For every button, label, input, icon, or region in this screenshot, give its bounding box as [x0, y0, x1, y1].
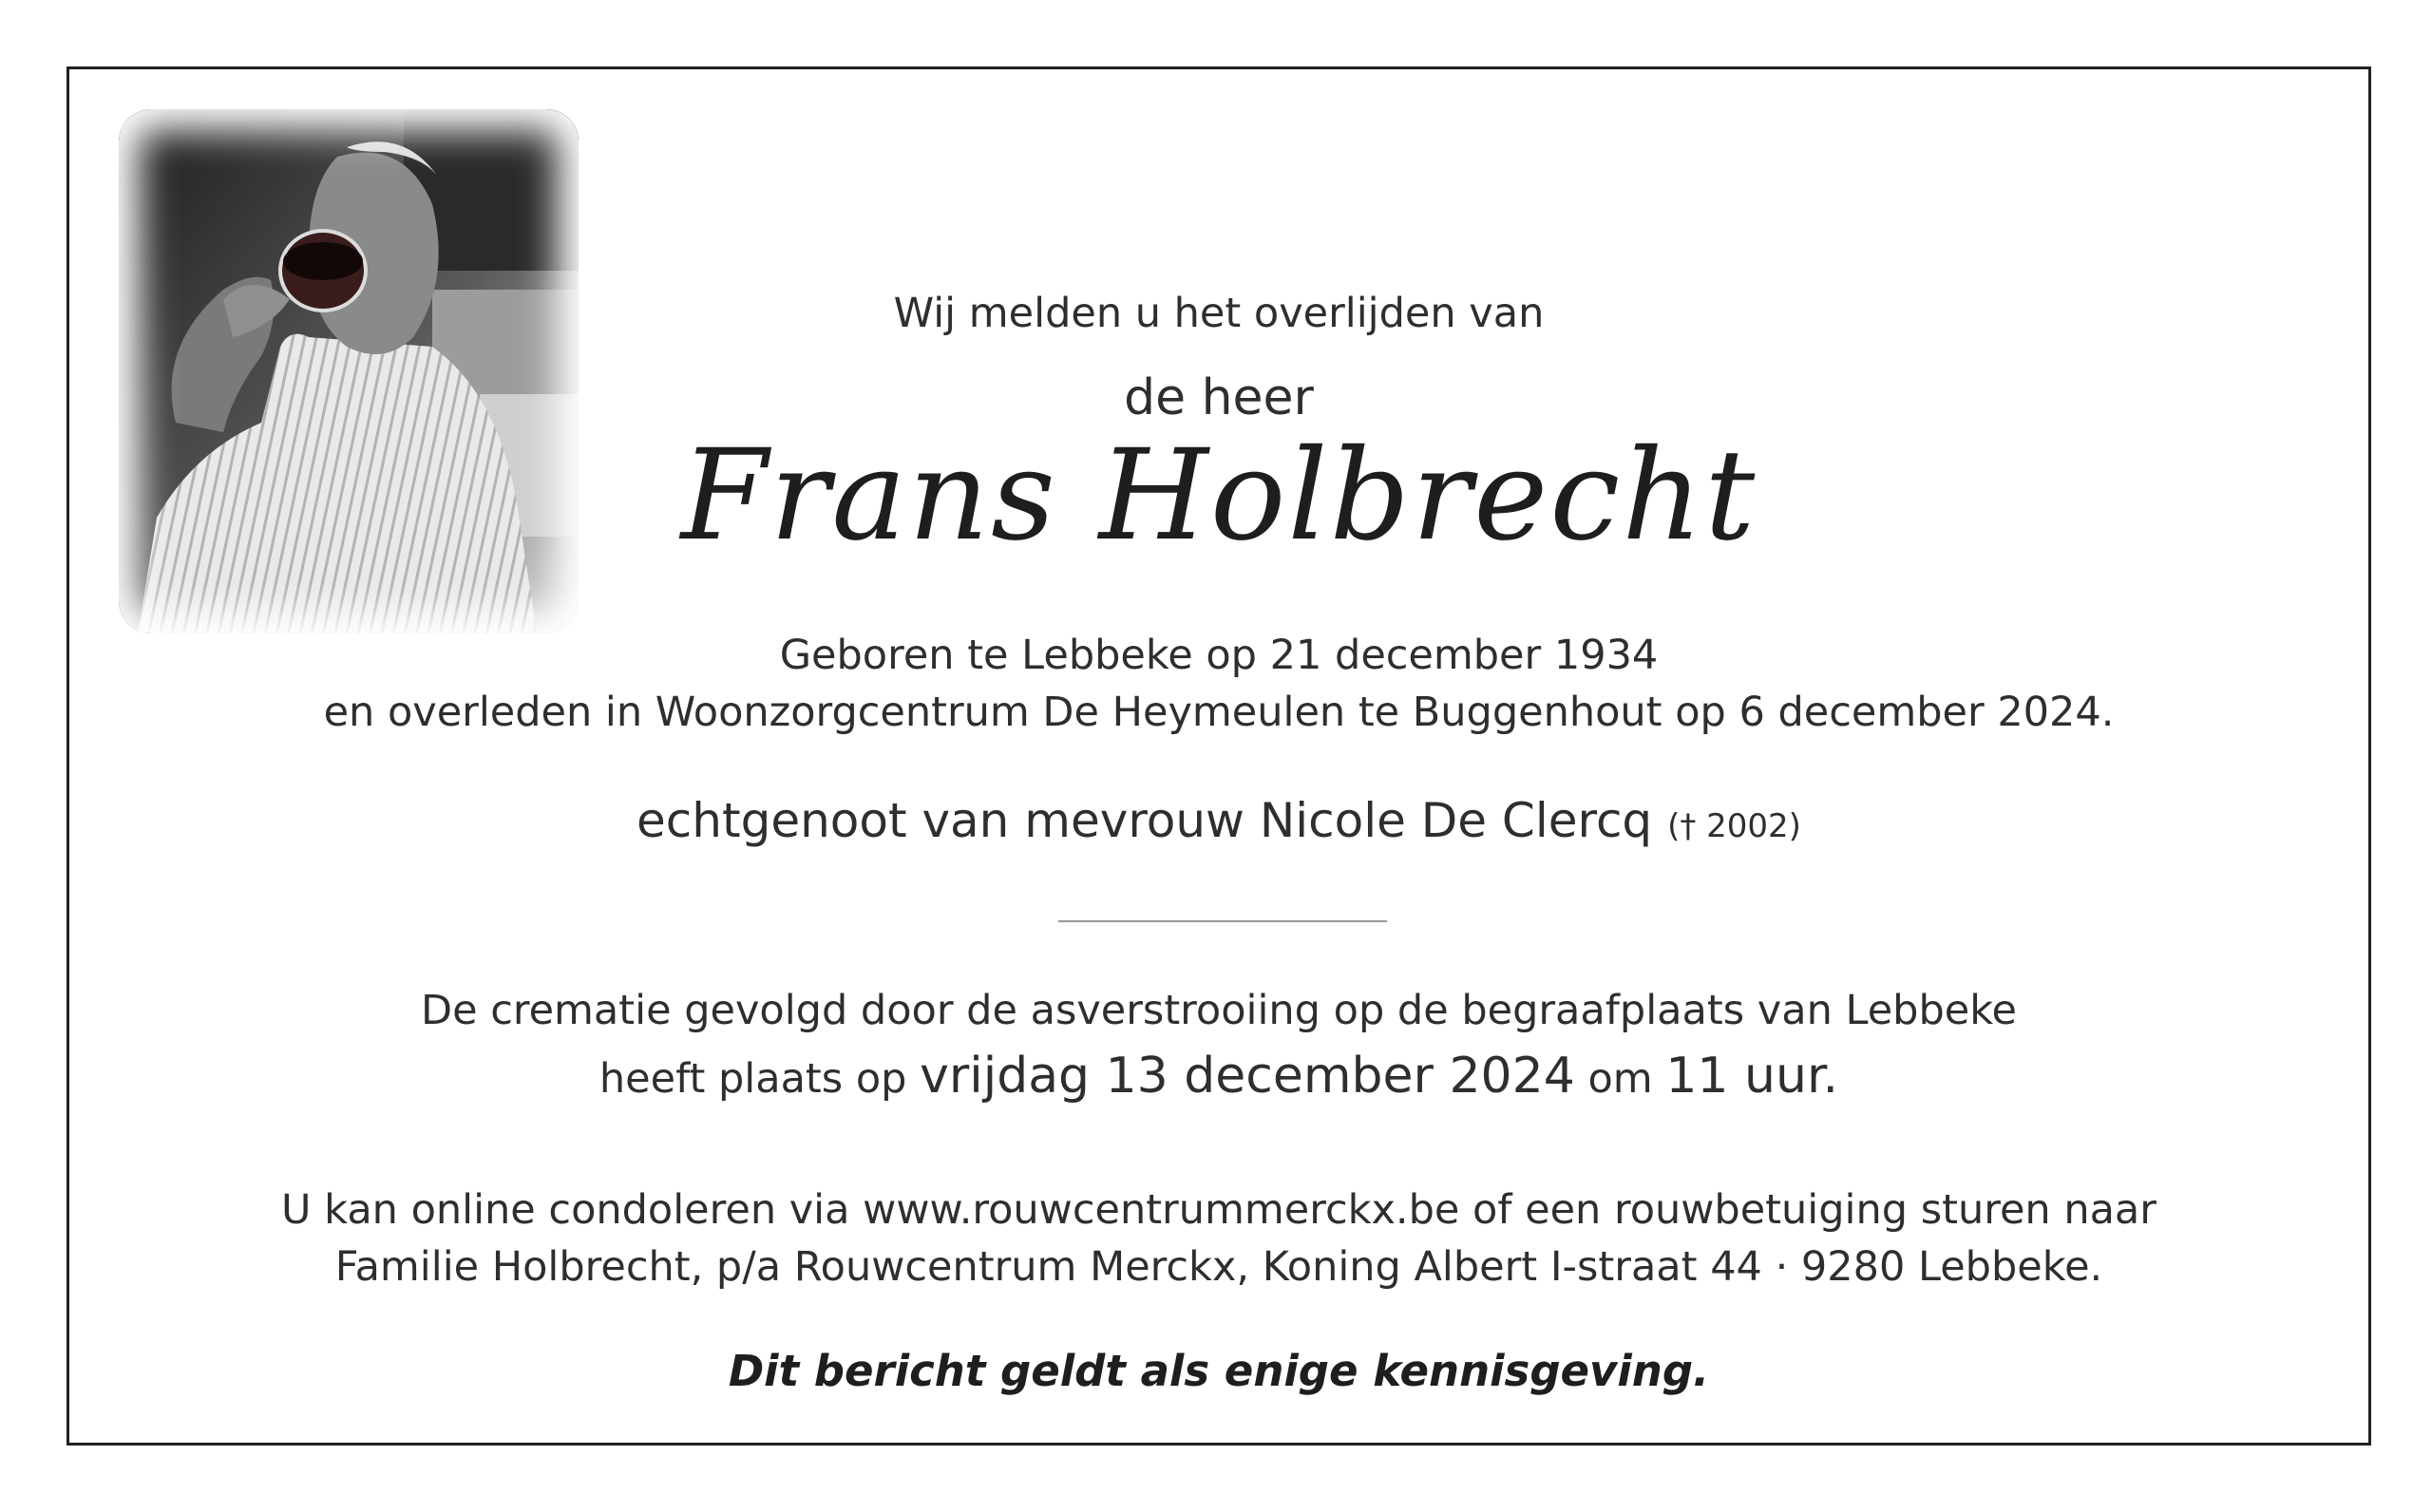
- spouse-line: [69, 793, 2368, 848]
- deceased-name: Frans Holbrecht: [680, 423, 1758, 569]
- address-line: Familie Holbrecht, p/a Rouwcentrum Merckx, Koning Albert I-straat 44 · 9280 Lebbeke.: [334, 1243, 2103, 1291]
- ceremony-time: 11 uur.: [1665, 1048, 1839, 1105]
- divider-line: [1058, 920, 1387, 922]
- obituary-card: [66, 66, 2371, 1446]
- honorific: de heer: [1124, 369, 1314, 426]
- ceremony-date-line: [69, 1048, 2368, 1105]
- notice-text: Dit bericht geldt als enige kennisgeving.: [728, 1346, 1710, 1396]
- birth-line: Geboren te Lebbeke op 21 december 1934: [779, 632, 1659, 679]
- ceremony-date: vrijdag 13 december 2024: [920, 1048, 1575, 1105]
- spouse-death-year: († 2002): [1667, 807, 1801, 845]
- condolence-line: U kan online condoleren via www.rouwcentrummerckx.be of een rouwbetuiging sturen naar: [281, 1186, 2156, 1234]
- spouse-text: echtgenoot van mevrouw Nicole De Clercq: [636, 793, 1653, 848]
- death-line: en overleden in Woonzorgcentrum De Heymeulen te Buggenhout op 6 december 2024.: [323, 689, 2115, 736]
- ceremony-prefix: heeft plaats op: [598, 1055, 907, 1103]
- cremation-line: De crematie gevolgd door de asverstrooiing op de begraafplaats van Lebbeke: [420, 987, 2018, 1034]
- ceremony-at: om: [1587, 1055, 1653, 1103]
- intro-text: Wij melden u het overlijden van: [893, 290, 1545, 337]
